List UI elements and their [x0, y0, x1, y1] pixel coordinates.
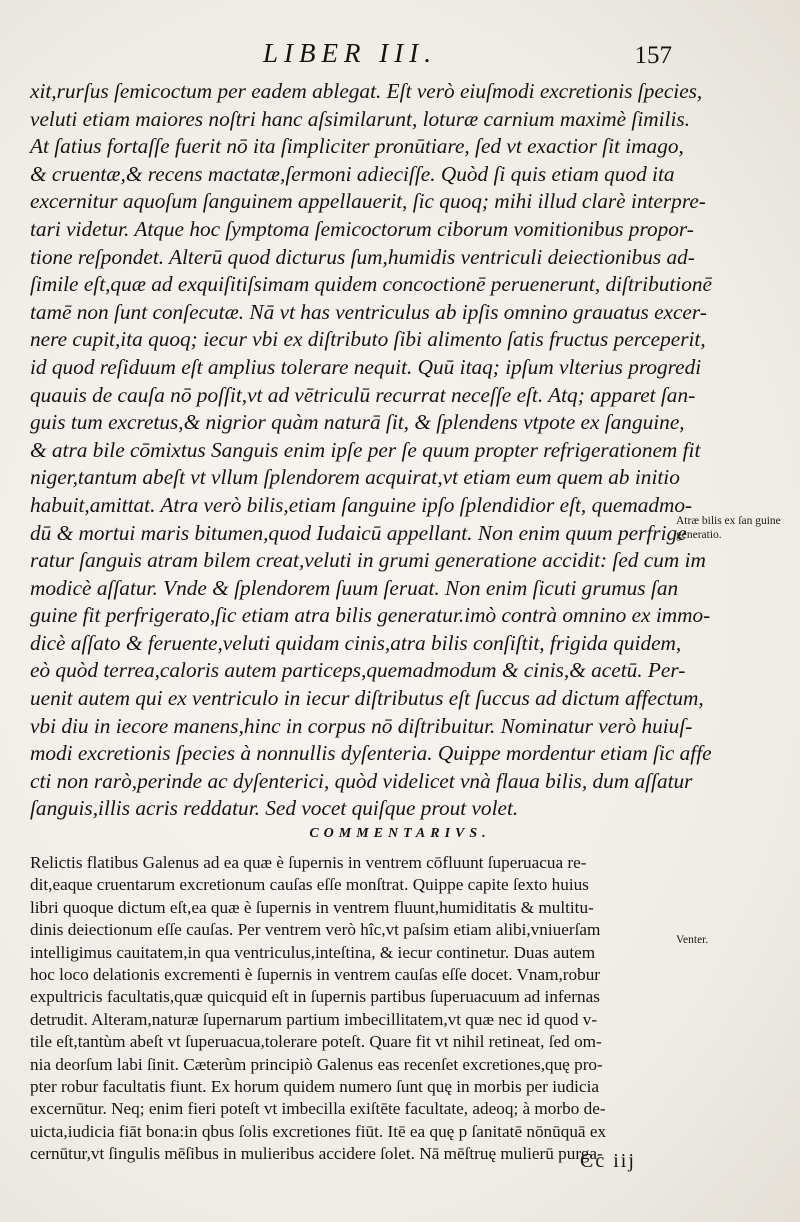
text-line: detrudit. Alteram,naturæ ſupernarum partium imbecillitatem,vt quæ nec id quod v-	[30, 1009, 598, 1029]
text-line: niger,tantum abeſt vt vllum ſplendorem acquirat,vt etiam eum quem ab initio	[30, 465, 680, 490]
text-line: dinis deiectionum eſſe cauſas. Per ventrem verò hîc,vt paſsim etiam alibi,vniuerſam	[30, 920, 601, 940]
text-line: dit,eaque cruentarum excretionum cauſas eſſe monſtrat. Quippe capite ſexto huius	[30, 875, 589, 895]
margin-note-atra-bilis: Atræ bilis ex ſan guine generatio.	[676, 515, 781, 541]
main-text-block	[30, 78, 712, 823]
text-line: modi excretionis ſpecies à nonnullis dyſenteria. Quippe mordentur etiam ſic affe	[30, 741, 712, 766]
text-line: uicta,iudicia fiāt bona:in qbus ſolis excretiones fiūt. Itē ea quę p ſanitatē nōnūquā ex	[30, 1121, 607, 1141]
text-line: At ſatius fortaſſe fuerit nō ita ſimpliciter pronūtiare, ſed vt exactior ſit imago,	[30, 134, 684, 159]
text-line: & cruentæ,& recens mactatæ,ſermoni adieciſſe. Quòd ſi quis etiam quod ita	[30, 161, 675, 186]
text-line: intelligimus cauitatem,in qua ventriculus,inteſtina, & iecur continetur. Duas autem	[30, 942, 596, 962]
text-line: & atra bile cōmixtus Sanguis enim ipſe per ſe quum propter refrigerationem fit	[30, 437, 701, 462]
text-line: vbi diu in iecore manens,hinc in corpus nō diſtribuitur. Nominatur verò huiuſ-	[30, 713, 693, 738]
text-line: ſimile eſt,quæ ad exquiſitiſsimam quidem concoctionē peruenerunt, diſtributionē	[30, 272, 712, 297]
text-line: dicè aſſato & feruente,veluti quidam cinis,atra bilis conſiſtit, frigida quidem,	[30, 630, 682, 655]
signature-mark: Cc iij	[580, 1150, 636, 1172]
text-line: quauis de cauſa nō poſſit,vt ad vētriculū recurrat neceſſe eſt. Atq; apparet ſan-	[30, 382, 696, 407]
page-header	[30, 38, 670, 78]
text-line: uenit autem qui ex ventriculo in iecur diſtributus eſt ſuccus ad dictum affectum,	[30, 686, 704, 711]
text-line: id quod reſiduum eſt amplius tolerare nequit. Quū itaq; ipſum vlterius progredi	[30, 354, 702, 379]
text-line: tione reſpondet. Alterū quod dicturus ſum,humidis ventriculi deiectionibus ad-	[30, 244, 695, 269]
running-title: LIBER III.	[263, 38, 437, 68]
text-line: guine fit perfrigerato,ſic etiam atra bilis generatur.imò contrà omnino ex immo-	[30, 603, 711, 628]
text-line: veluti etiam maiores noſtri hanc aſsimilarunt, loturæ carnium maximè ſimilis.	[30, 106, 690, 131]
text-line: nere cupit,ita quoq; iecur vbi ex diſtributo ſibi alimento ſatis fructus perceperit,	[30, 327, 706, 352]
text-line: ſanguis,illis acris reddatur. Sed vocet quiſque prout volet.	[30, 796, 519, 821]
text-line: excernitur aquoſum ſanguinem appellauerit, ſic quoq; mihi illud clarè interpre-	[30, 189, 706, 214]
text-line: nia deorſum labi ſinit. Cæterùm principiò Galenus eas recenſet excretiones,quę pro-	[30, 1054, 603, 1074]
text-line: pter robur facultatis fiunt. Ex horum quidem numero ſunt quę in morbis per iudicia	[30, 1076, 599, 1096]
margin-note-venter: Venter.	[676, 934, 709, 946]
text-line: habuit,amittat. Atra verò bilis,etiam ſanguine ipſo ſplendidior eſt, quemadmo-	[30, 492, 693, 517]
text-line: tamē non ſunt conſecutæ. Nā vt has ventriculus ab ipſis omnino grauatus excer-	[30, 299, 707, 324]
folio-number: 157	[634, 42, 672, 69]
text-line: tile eſt,tantùm abeſt vt ſuperuacua,tolerare poteſt. Quare fit vt nihil retineat, ſed om-	[30, 1032, 602, 1052]
text-line: eò quòd terrea,caloris autem particeps,quemadmodum & cinis,& acetū. Per-	[30, 658, 686, 683]
text-line: cti non rarò,perinde ac dyſenterici, quòd videlicet vnà flaua bilis, dum aſſatur	[30, 768, 693, 793]
section-heading: COMMENTARIVS.	[309, 826, 491, 841]
text-line: ratur ſanguis atram bilem creat,veluti in grumi generatione accidit: ſed cum im	[30, 548, 706, 573]
text-line: Relictis flatibus Galenus ad ea quæ è ſupernis in ventrem cōfluunt ſuperuacua re-	[30, 853, 587, 872]
text-line: libri quoque dictum eſt,ea quæ è ſupernis in ventrem fluunt,humiditatis & multitu-	[30, 897, 594, 917]
text-line: cernūtur,vt ſingulis mēſibus in mulieribus accidere ſolet. Nā mēſtruę mulierū purga-	[30, 1144, 603, 1164]
text-line: guis tum excretus,& nigrior quàm naturā ſit, & ſplendens vtpote ex ſanguine,	[30, 410, 685, 435]
text-line: tari videtur. Atque hoc ſymptoma ſemicoctorum ciborum vomitionibus propor-	[30, 216, 694, 241]
commentary-text-block	[30, 852, 675, 1165]
text-line: expultricis facultatis,quæ quicquid eſt in ſupernis partibus ſuperuacuum ad infernas	[30, 987, 600, 1007]
text-line: excernūtur. Neq; enim fieri poteſt vt imbecilla exiſtēte facultate, adeoq; à morbo de-	[30, 1099, 606, 1119]
text-line: xit,rurſus ſemicoctum per eadem ablegat. Eſt verò eiuſmodi excretionis ſpecies,	[30, 79, 703, 103]
text-line: modicè aſſatur. Vnde & ſplendorem ſuum ſeruat. Non enim ſicuti grumus ſan	[30, 575, 679, 600]
text-line: hoc loco delationis excrementi è ſupernis in ventrem cauſas eſſe docet. Vnam,robur	[30, 964, 601, 984]
text-line: dū & mortui maris bitumen,quod Iudaicū appellant. Non enim quum perfrige	[30, 520, 687, 545]
